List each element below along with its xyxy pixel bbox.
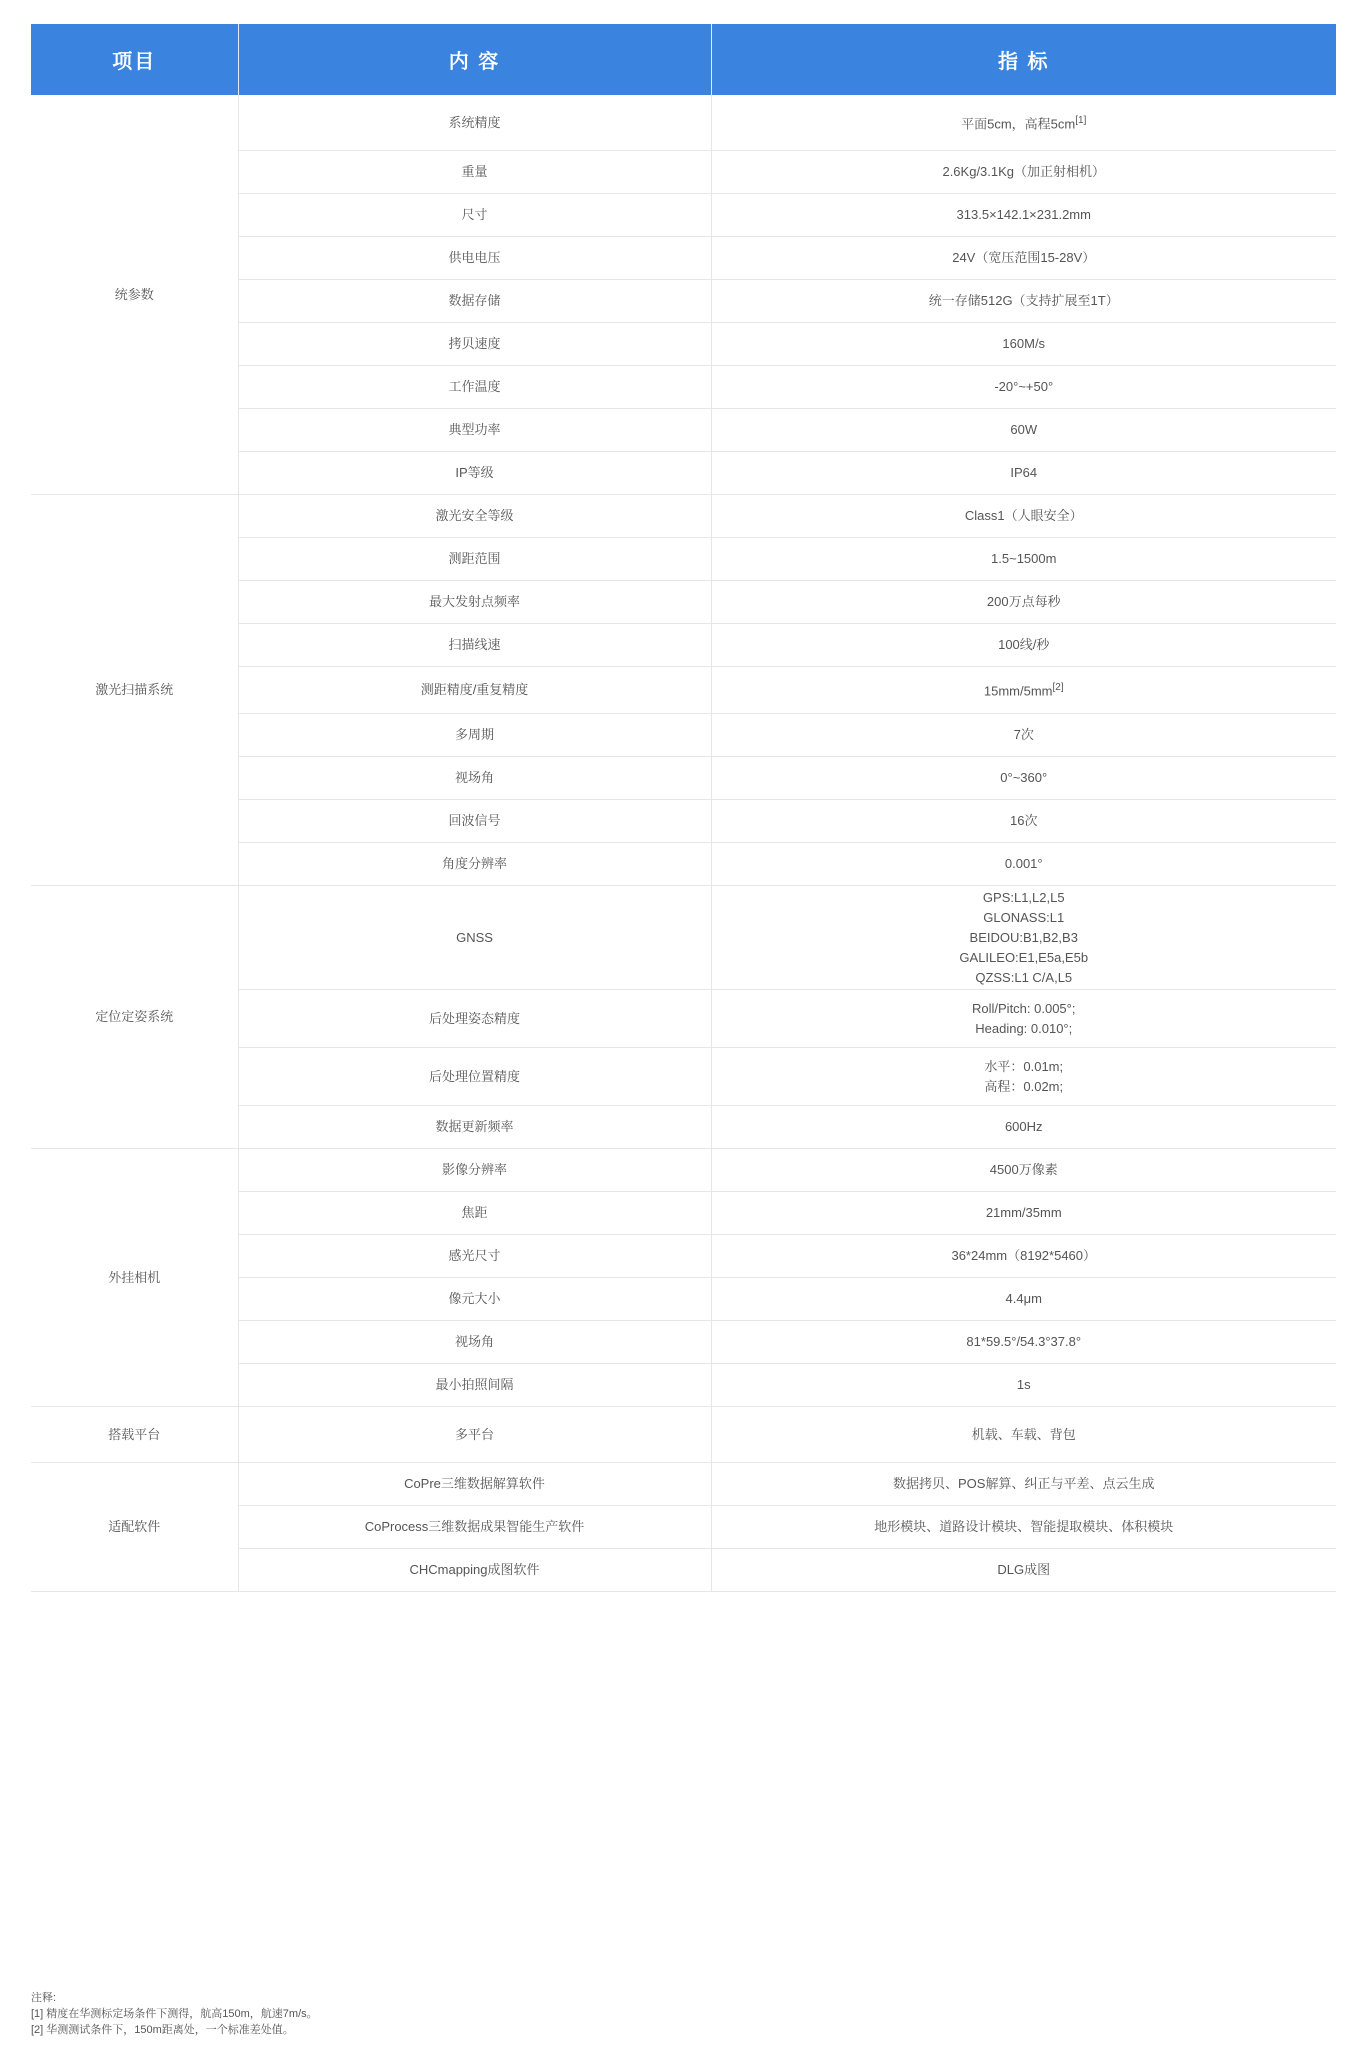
value-text: 4.4μm xyxy=(1005,1291,1042,1306)
value-cell xyxy=(711,714,1336,757)
item-cell: GNSS xyxy=(238,886,711,990)
value-text: 4500万像素 xyxy=(989,1162,1058,1177)
group-name-cell: 激光扫描系统 xyxy=(31,495,238,886)
item-cell: 数据存储 xyxy=(238,280,711,323)
value-line: GALILEO:E1,E5a,E5b xyxy=(959,949,1089,965)
item-cell: 尺寸 xyxy=(238,194,711,237)
item-cell: 工作温度 xyxy=(238,366,711,409)
spec-table xyxy=(31,24,1336,1592)
item-cell: 多平台 xyxy=(238,1407,711,1463)
item-cell: 测距范围 xyxy=(238,538,711,581)
item-cell: 角度分辨率 xyxy=(238,843,711,886)
item-cell: 系统精度 xyxy=(238,95,711,151)
value-text: IP64 xyxy=(1010,465,1038,480)
value-cell xyxy=(711,1048,1336,1106)
value-text: 313.5×142.1×231.2mm xyxy=(956,207,1091,222)
value-cell xyxy=(711,1506,1336,1549)
value-cell xyxy=(711,624,1336,667)
item-cell: 拷贝速度 xyxy=(238,323,711,366)
value-cell xyxy=(711,1149,1336,1192)
value-cell xyxy=(711,667,1336,714)
value-line: Heading: 0.010°; xyxy=(975,1020,1073,1036)
value-text: 60W xyxy=(1010,422,1038,437)
value-cell xyxy=(711,1278,1336,1321)
table-row xyxy=(31,1407,1336,1463)
value-cell xyxy=(711,538,1336,581)
value-cell xyxy=(711,151,1336,194)
value-text: Class1（人眼安全） xyxy=(964,508,1083,523)
table-row xyxy=(31,495,1336,538)
value-cell xyxy=(711,495,1336,538)
value-cell xyxy=(711,194,1336,237)
table-row xyxy=(31,95,1336,151)
item-cell: 视场角 xyxy=(238,1321,711,1364)
footnote-ref: [2] xyxy=(1052,682,1064,694)
value-cell xyxy=(711,1364,1336,1407)
value-text: 1.5~1500m xyxy=(991,551,1057,566)
value-cell xyxy=(711,1321,1336,1364)
value-text: 0.001° xyxy=(1004,856,1043,871)
value-cell xyxy=(711,280,1336,323)
footnote-ref: [1] xyxy=(1075,114,1087,126)
value-cell xyxy=(711,95,1336,151)
value-line: BEIDOU:B1,B2,B3 xyxy=(969,929,1078,945)
footnotes-title: 注释: xyxy=(31,1992,57,2004)
value-text: 平面5cm，高程5cm xyxy=(961,116,1076,132)
group-name-cell: 统参数 xyxy=(31,95,238,495)
group-name-cell: 外挂相机 xyxy=(31,1149,238,1407)
footnote-2: [2] 华测测试条件下，150m距离处，一个标准差处值。 xyxy=(31,2024,294,2036)
value-line: Roll/Pitch: 0.005°; xyxy=(972,1000,1076,1016)
spec-table-container xyxy=(31,24,1336,1592)
item-cell: 感光尺寸 xyxy=(238,1235,711,1278)
table-body xyxy=(31,95,1336,1592)
item-cell: 测距精度/重复精度 xyxy=(238,667,711,714)
value-text: -20°~+50° xyxy=(994,379,1054,394)
value-text: 21mm/35mm xyxy=(985,1205,1062,1220)
item-cell: 多周期 xyxy=(238,714,711,757)
value-cell xyxy=(711,757,1336,800)
value-line: 高程：0.02m; xyxy=(984,1078,1064,1094)
item-cell: 重量 xyxy=(238,151,711,194)
item-cell: 后处理位置精度 xyxy=(238,1048,711,1106)
footnote-1: [1] 精度在华测标定场条件下测得，航高150m，航速7m/s。 xyxy=(31,2008,318,2020)
group-name-cell: 适配软件 xyxy=(31,1463,238,1592)
value-text: 地形模块、道路设计模块、智能提取模块、体积模块 xyxy=(874,1519,1174,1534)
value-cell xyxy=(711,886,1336,990)
header-spec: 指 标 xyxy=(711,24,1336,95)
value-cell xyxy=(711,1407,1336,1463)
item-cell: 激光安全等级 xyxy=(238,495,711,538)
value-cell xyxy=(711,366,1336,409)
value-cell xyxy=(711,237,1336,280)
value-cell xyxy=(711,843,1336,886)
value-text: 100线/秒 xyxy=(998,637,1050,652)
table-header xyxy=(31,24,1336,95)
value-text: 36*24mm（8192*5460） xyxy=(951,1248,1097,1263)
value-text: 600Hz xyxy=(1004,1119,1043,1134)
value-cell xyxy=(711,800,1336,843)
item-cell: 视场角 xyxy=(238,757,711,800)
value-cell xyxy=(711,1235,1336,1278)
value-line: 水平：0.01m; xyxy=(984,1058,1064,1074)
table-row xyxy=(31,1149,1336,1192)
item-cell: CoPre三维数据解算软件 xyxy=(238,1463,711,1506)
item-cell: 数据更新频率 xyxy=(238,1106,711,1149)
value-line: QZSS:L1 C/A,L5 xyxy=(975,969,1073,985)
value-cell xyxy=(711,1549,1336,1592)
value-text: 200万点每秒 xyxy=(986,594,1061,609)
item-cell: 最小拍照间隔 xyxy=(238,1364,711,1407)
item-cell: CoProcess三维数据成果智能生产软件 xyxy=(238,1506,711,1549)
footnotes xyxy=(31,1990,318,2038)
value-cell xyxy=(711,990,1336,1048)
value-text: 81*59.5°/54.3°37.8° xyxy=(966,1334,1082,1349)
value-text: DLG成图 xyxy=(997,1562,1051,1577)
item-cell: 扫描线速 xyxy=(238,624,711,667)
value-text: 机载、车载、背包 xyxy=(971,1426,1076,1442)
item-cell: 后处理姿态精度 xyxy=(238,990,711,1048)
value-text: 数据拷贝、POS解算、纠正与平差、点云生成 xyxy=(893,1476,1155,1491)
item-cell: 影像分辨率 xyxy=(238,1149,711,1192)
value-text: 0°~360° xyxy=(1000,770,1048,785)
value-cell xyxy=(711,1106,1336,1149)
item-cell: 典型功率 xyxy=(238,409,711,452)
item-cell: 像元大小 xyxy=(238,1278,711,1321)
value-text: 统一存储512G（支持扩展至1T） xyxy=(928,293,1119,308)
value-cell xyxy=(711,409,1336,452)
value-text: 1s xyxy=(1016,1377,1031,1392)
item-cell: 最大发射点频率 xyxy=(238,581,711,624)
header-item: 项目 xyxy=(31,24,238,95)
group-name-cell: 搭载平台 xyxy=(31,1407,238,1463)
value-cell xyxy=(711,323,1336,366)
item-cell: 供电电压 xyxy=(238,237,711,280)
value-line: GLONASS:L1 xyxy=(983,909,1065,925)
value-cell xyxy=(711,1192,1336,1235)
item-cell: 焦距 xyxy=(238,1192,711,1235)
value-line: GPS:L1,L2,L5 xyxy=(982,889,1065,905)
table-row xyxy=(31,886,1336,990)
item-cell: 回波信号 xyxy=(238,800,711,843)
header-content: 内 容 xyxy=(238,24,711,95)
item-cell: IP等级 xyxy=(238,452,711,495)
value-cell xyxy=(711,452,1336,495)
value-cell xyxy=(711,1463,1336,1506)
value-text: 160M/s xyxy=(1002,336,1046,351)
item-cell: CHCmapping成图软件 xyxy=(238,1549,711,1592)
value-text: 15mm/5mm xyxy=(983,683,1053,699)
value-text: 24V（宽压范围15-28V） xyxy=(952,250,1096,265)
value-text: 16次 xyxy=(1010,813,1038,828)
value-text: 2.6Kg/3.1Kg（加正射相机） xyxy=(942,164,1106,179)
table-row xyxy=(31,1463,1336,1506)
group-name-cell: 定位定姿系统 xyxy=(31,886,238,1149)
value-cell xyxy=(711,581,1336,624)
value-text: 7次 xyxy=(1013,727,1034,742)
